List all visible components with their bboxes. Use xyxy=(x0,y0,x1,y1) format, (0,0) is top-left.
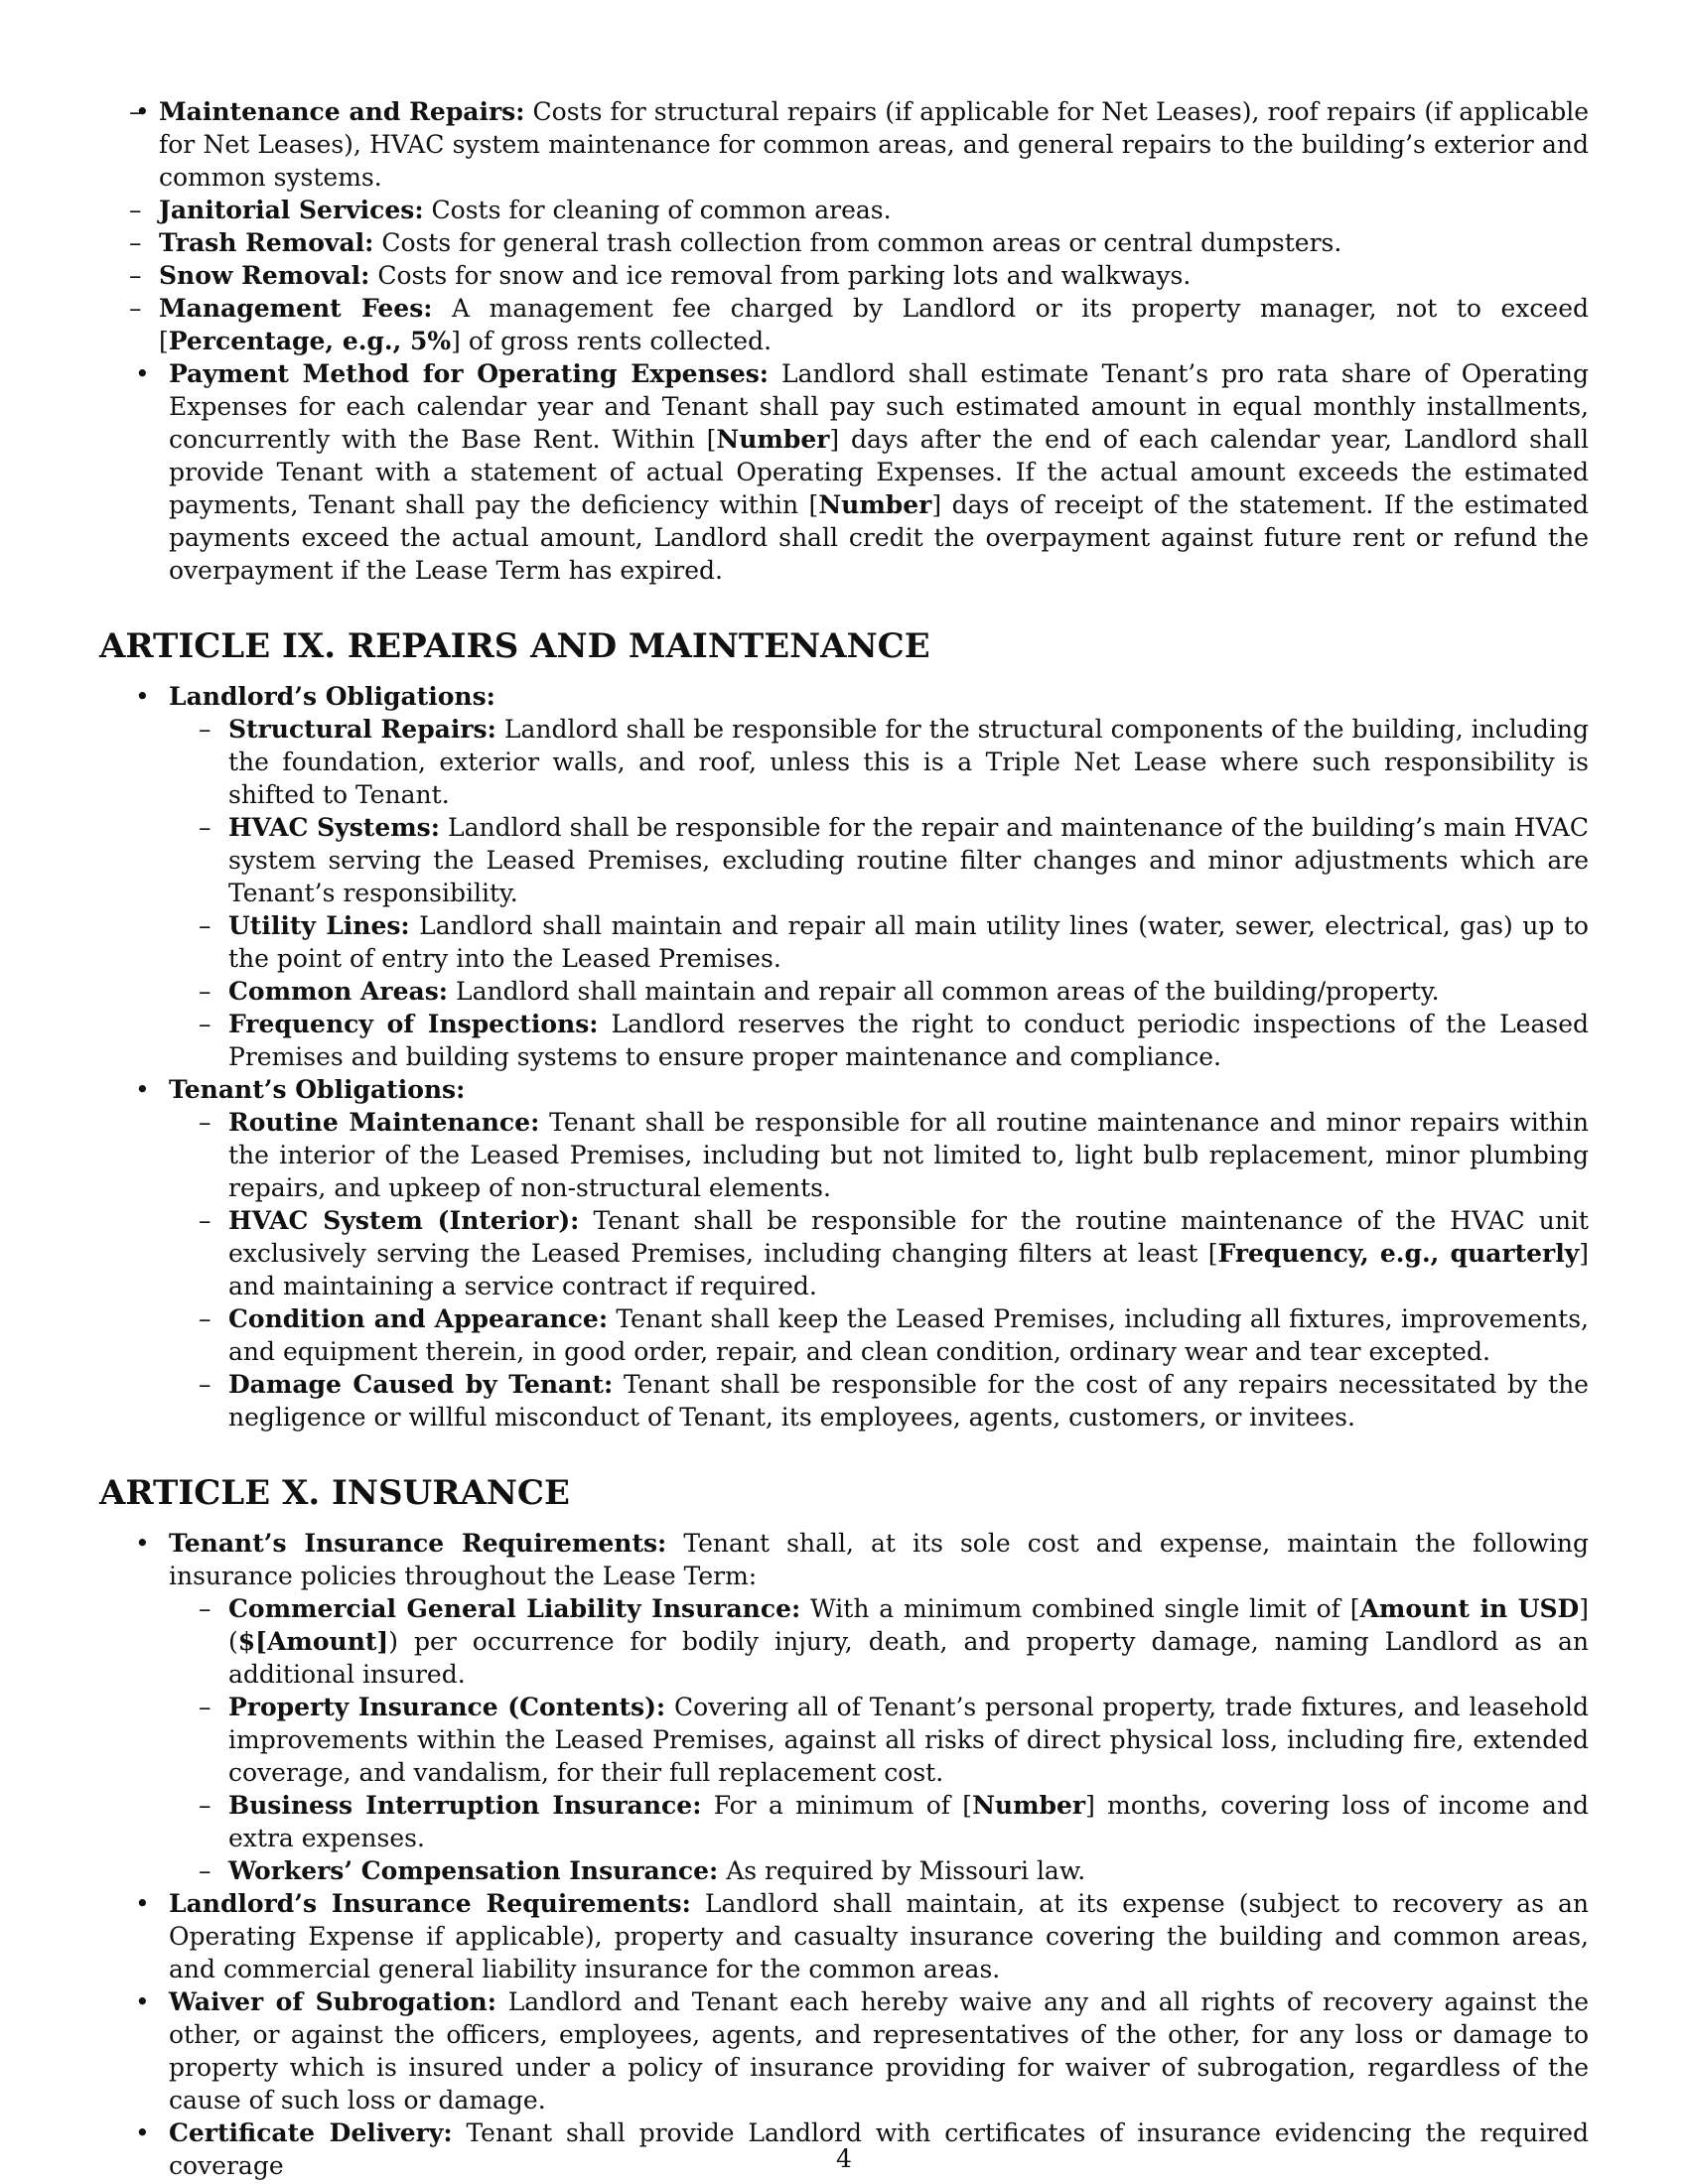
placeholder-bold: Number xyxy=(972,1791,1086,1820)
item-text: As required by Missouri law. xyxy=(718,1856,1086,1885)
item-heading: Tenant’s Insurance Requirements: xyxy=(169,1529,667,1558)
item-text: With a minimum combined single limit of [ xyxy=(800,1594,1360,1623)
item-heading: Commercial General Liability Insurance: xyxy=(228,1594,801,1623)
item-heading: Routine Maintenance: xyxy=(228,1108,540,1137)
item-text: Landlord shall be responsible for the repair and maintenance of the building’s main HVAC system serving the Leased Premises, excluding routine filter changes and minor adjustments which are Tenant’s responsibility. xyxy=(228,813,1589,907)
item-heading: Janitorial Services: xyxy=(159,196,424,224)
list-item xyxy=(169,909,1589,975)
list-item-tenant-insurance xyxy=(99,1527,1589,1887)
list-item xyxy=(99,226,1589,259)
item-text: ] ( xyxy=(228,1594,1589,1656)
item-text: Tenant shall be responsible for all routine maintenance and minor repairs within the interior of the Leased Premises, including but not limited to, light bulb replacement, minor plumbing repairs, and upkeep of non-structural elements. xyxy=(228,1108,1589,1202)
list-item xyxy=(169,1106,1589,1204)
item-text: Landlord shall maintain, at its expense (subject to recovery as an Operating Expense if applicable), property and casualty insurance covering the building and common areas, and commercial general liability insurance for the common areas. xyxy=(169,1889,1589,1983)
item-heading: Certificate Delivery: xyxy=(169,2118,453,2147)
tenant-insurance-sublist xyxy=(99,1592,1589,1887)
item-heading: Business Interruption Insurance: xyxy=(228,1791,702,1820)
list-item-payment-method xyxy=(99,357,1589,587)
placeholder-bold: $[Amount] xyxy=(237,1627,389,1656)
item-text: Costs for cleaning of common areas. xyxy=(423,196,892,224)
item-text: For a minimum of [ xyxy=(701,1791,973,1820)
placeholder-bold: Number xyxy=(818,490,932,519)
item-text: ) per occurrence for bodily injury, death, and property damage, naming Landlord as an additional insured. xyxy=(228,1627,1589,1689)
item-heading: Trash Removal: xyxy=(159,228,374,257)
list-item xyxy=(99,194,1589,226)
item-heading: Waiver of Subrogation: xyxy=(169,1987,496,2016)
list-item xyxy=(169,1592,1589,1691)
item-text: Covering all of Tenant’s personal property, trade fixtures, and leasehold improvements within the Leased Premises, against all risks of direct physical loss, including fire, extended coverage, and vandalism, for their full replacement cost. xyxy=(228,1693,1589,1787)
placeholder-bold: Frequency, e.g., quarterly xyxy=(1217,1239,1580,1268)
item-heading: Damage Caused by Tenant: xyxy=(228,1370,614,1399)
item-text: Landlord shall maintain and repair all main utility lines (water, sewer, electrical, gas) up to the point of entry into the Leased Premises. xyxy=(228,911,1589,973)
item-text: ] days after the end of each calendar year, Landlord shall provide Tenant with a statement of actual Operating Expenses. If the actual amount exceeds the estimated payments, Tenant shall pay the deficiency within [ xyxy=(169,425,1589,519)
item-text: Landlord and Tenant each hereby waive any and all rights of recovery against the other, or against the officers, employees, agents, and representatives of the other, for any loss or damage to property which is insured under a policy of insurance providing for waiver of subrogation, regardless of the cause of such loss or damage. xyxy=(169,1987,1589,2115)
list-item-landlord-obligations xyxy=(99,680,1589,1073)
item-heading: Payment Method for Operating Expenses: xyxy=(169,359,770,388)
operating-expense-sublist xyxy=(99,95,1589,357)
item-heading: Tenant’s Obligations: xyxy=(169,1075,466,1104)
item-heading: Maintenance and Repairs: xyxy=(159,97,525,126)
item-heading: Workers’ Compensation Insurance: xyxy=(228,1856,719,1885)
item-heading: Frequency of Inspections: xyxy=(228,1010,599,1038)
item-heading: HVAC System (Interior): xyxy=(228,1206,580,1235)
list-item xyxy=(169,1302,1589,1368)
item-text: Tenant shall provide Landlord with certificates of insurance evidencing the required coverage xyxy=(169,2118,1589,2180)
item-text: Tenant shall keep the Leased Premises, including all fixtures, improvements, and equipment therein, in good order, repair, and clean condition, ordinary wear and tear excepted. xyxy=(228,1304,1590,1366)
list-item xyxy=(169,1368,1589,1433)
placeholder-bold: Number xyxy=(716,425,830,454)
article-9-title: ARTICLE IX. REPAIRS AND MAINTENANCE xyxy=(99,626,930,666)
article-10-title: ARTICLE X. INSURANCE xyxy=(99,1473,570,1513)
item-heading: Utility Lines: xyxy=(228,911,410,940)
item-text: Costs for structural repairs (if applicable for Net Leases), roof repairs (if applicable for Net Leases), HVAC system maintenance for common areas, and general repairs to the building’s exterior and common systems. xyxy=(159,97,1589,192)
item-heading: Condition and Appearance: xyxy=(228,1304,609,1333)
article-10-list xyxy=(99,1527,1589,2182)
item-heading: Landlord’s Obligations: xyxy=(169,682,495,711)
item-text: A management fee charged by Landlord or its property manager, not to exceed [ xyxy=(159,294,1589,355)
item-text: Costs for general trash collection from common areas or central dumpsters. xyxy=(373,228,1342,257)
list-item xyxy=(99,95,1589,357)
item-text: Tenant shall be responsible for the cost of any repairs necessitated by the negligence or willful misconduct of Tenant, its employees, agents, customers, or invitees. xyxy=(228,1370,1589,1432)
landlord-obligations-sublist xyxy=(99,713,1589,1073)
list-item-waiver xyxy=(99,1985,1589,2116)
placeholder-bold: Amount in USD xyxy=(1359,1594,1580,1623)
page-number: 4 xyxy=(836,2144,852,2173)
item-heading: Landlord’s Insurance Requirements: xyxy=(169,1889,691,1918)
placeholder-bold: Percentage, e.g., 5% xyxy=(168,327,452,355)
item-text: Landlord shall maintain and repair all common areas of the building/property. xyxy=(448,977,1440,1006)
list-item-landlord-insurance xyxy=(99,1887,1589,1985)
article-9-list xyxy=(99,680,1589,1433)
list-item-tenant-obligations xyxy=(99,1073,1589,1433)
list-item xyxy=(169,713,1589,811)
item-heading: Management Fees: xyxy=(159,294,433,323)
continued-list xyxy=(99,95,1589,587)
list-item xyxy=(169,1789,1589,1854)
item-text: ] of gross rents collected. xyxy=(451,327,773,355)
item-text: ] days of receipt of the statement. If the estimated payments exceed the actual amount, Landlord shall credit the overpayment against future rent or refund the overpayment if the Lease Term has expired. xyxy=(169,490,1590,585)
item-heading: Structural Repairs: xyxy=(228,715,496,744)
item-heading: HVAC Systems: xyxy=(228,813,440,842)
list-item xyxy=(169,1691,1589,1789)
item-text: Landlord shall be responsible for the structural components of the building, including the foundation, exterior walls, and roof, unless this is a Triple Net Lease where such responsibility is shifted to Tenant. xyxy=(228,715,1589,809)
list-item xyxy=(169,811,1589,909)
tenant-obligations-sublist xyxy=(99,1106,1589,1433)
list-item xyxy=(169,1204,1589,1302)
item-text: Tenant shall be responsible for the routine maintenance of the HVAC unit exclusively serving the Leased Premises, including changing filters at least [ xyxy=(228,1206,1589,1268)
list-item xyxy=(99,95,1589,194)
document-page xyxy=(99,95,1589,2182)
item-text: ] months, covering loss of income and extra expenses. xyxy=(228,1791,1589,1852)
list-item xyxy=(169,1008,1589,1073)
item-heading: Property Insurance (Contents): xyxy=(228,1693,666,1721)
item-text: Landlord shall estimate Tenant’s pro rata share of Operating Expenses for each calendar year and Tenant shall pay such estimated amount in equal monthly installments, concurrently with the Base Rent. Within [ xyxy=(169,359,1589,454)
item-text: Tenant shall, at its sole cost and expense, maintain the following insurance policies throughout the Lease Term: xyxy=(169,1529,1589,1590)
item-heading: Snow Removal: xyxy=(159,261,370,290)
item-heading: Common Areas: xyxy=(228,977,449,1006)
list-item xyxy=(169,975,1589,1008)
item-text: ] and maintaining a service contract if required. xyxy=(228,1239,1589,1300)
list-item xyxy=(99,259,1589,292)
item-text: Landlord reserves the right to conduct periodic inspections of the Leased Premises and building systems to ensure proper maintenance and compliance. xyxy=(228,1010,1590,1071)
list-item xyxy=(169,1854,1589,1887)
list-item xyxy=(99,292,1589,357)
item-text: Costs for snow and ice removal from parking lots and walkways. xyxy=(369,261,1192,290)
